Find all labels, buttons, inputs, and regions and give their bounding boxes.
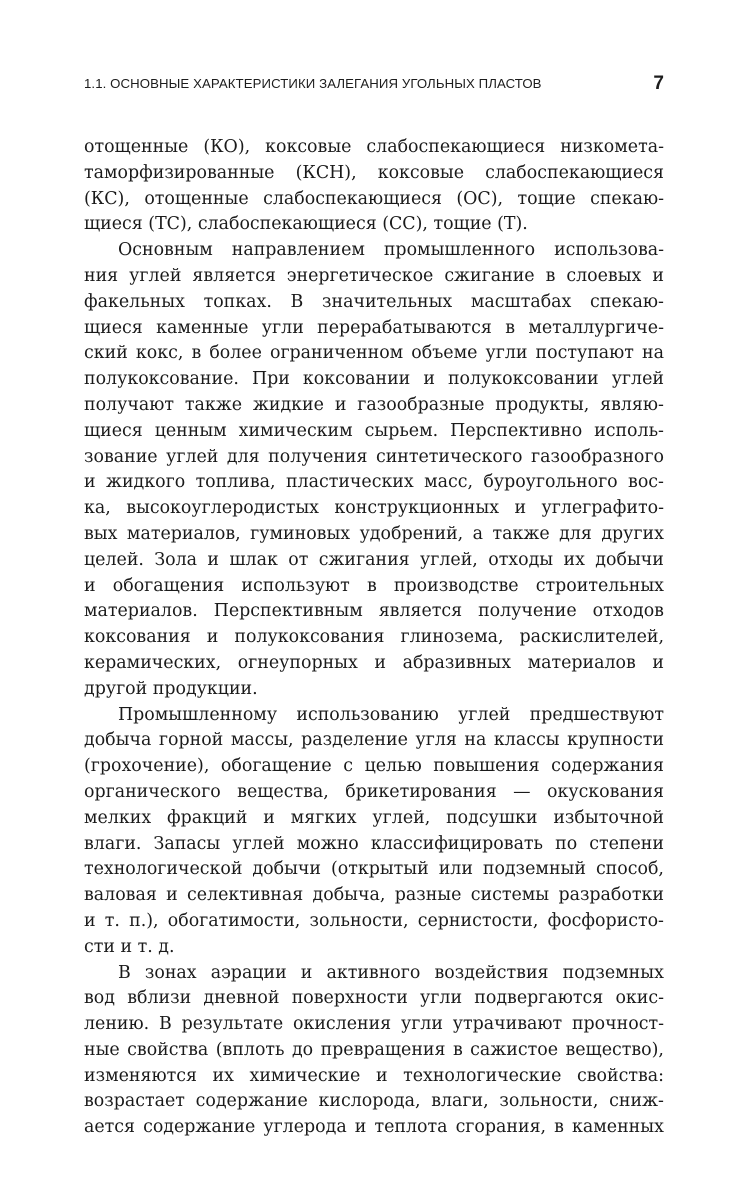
text-line: вод вблизи дневной поверхности угли подвергаются окис- (84, 988, 664, 1009)
text-line: ные свойства (вплоть до превращения в сажистое вещество), (84, 1039, 664, 1060)
text-line: ский кокс, в более ограниченном объеме угли поступают на (84, 343, 664, 364)
text-line: мелких фракций и мягких углей, подсушки избыточной (84, 807, 664, 828)
text-line: и жидкого топлива, пластических масс, буроугольного вос- (84, 472, 664, 493)
text-line: органического вещества, брикетирования — окускования (84, 781, 664, 802)
text-line: технологической добычи (открытый или подземный способ, (84, 859, 664, 880)
text-line: Основным направлением промышленного использова- (118, 240, 664, 261)
text-line: изменяются их химические и технологические свойства: (84, 1065, 664, 1086)
text-line: щиеся каменные угли перерабатываются в металлургиче- (84, 317, 664, 338)
text-line: возрастает содержание кислорода, влаги, зольности, сниж- (84, 1091, 664, 1112)
text-line: полукоксование. При коксовании и полукоксовании углей (84, 369, 664, 390)
text-line: таморфизированные (КСН), коксовые слабоспекающиеся (84, 162, 664, 183)
text-line: Промышленному использованию углей предшествуют (118, 704, 664, 725)
text-line: ается содержание углерода и теплота сгорания, в каменных (84, 1117, 664, 1138)
text-line: сти и т. д. (84, 936, 175, 957)
text-line: щиеся ценным химическим сырьем. Перспективно исполь- (84, 420, 664, 441)
running-header (84, 74, 664, 96)
text-line: вых материалов, гуминовых удобрений, а также для других (84, 523, 664, 544)
text-line: и обогащения используют в производстве строительных (84, 575, 664, 596)
text-line: валовая и селективная добыча, разные системы разработки (84, 885, 664, 906)
section-title: 1.1. ОСНОВНЫЕ ХАРАКТЕРИСТИКИ ЗАЛЕГАНИЯ УГОЛЬНЫХ ПЛАСТОВ (84, 76, 542, 91)
text-line: отощенные (КО), коксовые слабоспекающиеся низкомета- (84, 137, 664, 157)
text-line: целей. Зола и шлак от сжигания углей, отходы их добычи (84, 549, 664, 570)
text-line: получают также жидкие и газообразные продукты, являю- (84, 394, 664, 415)
text-line: добыча горной массы, разделение угля на классы крупности (84, 730, 664, 751)
text-line: В зонах аэрации и активного воздействия подземных (118, 962, 664, 983)
text-line: факельных топках. В значительных масштабах спекаю- (84, 291, 664, 312)
body-text (84, 135, 664, 1141)
text-line: зование углей для получения синтетического газообразного (84, 446, 664, 467)
text-line: другой продукции. (84, 678, 258, 699)
text-line: влаги. Запасы углей можно классифицировать по степени (84, 833, 664, 854)
text-line: ка, высокоуглеродистых конструкционных и углеграфито- (84, 498, 664, 519)
text-line: материалов. Перспективным является получение отходов (84, 601, 664, 622)
text-line: керамических, огнеупорных и абразивных материалов и (84, 652, 664, 673)
text-line: ния углей является энергетическое сжигание в слоевых и (84, 265, 664, 286)
text-line: и т. п.), обогатимости, зольности, сернистости, фосфористо- (84, 910, 664, 931)
text-line: (грохочение), обогащение с целью повышения содержания (84, 756, 664, 777)
text-line: (КС), отощенные слабоспекающиеся (ОС), тощие спекаю- (84, 188, 664, 209)
text-line: коксования и полукоксования глинозема, раскислителей, (84, 627, 664, 648)
page-number: 7 (653, 73, 664, 94)
text-line: щиеся (ТС), слабоспекающиеся (СС), тощие (Т). (84, 214, 528, 235)
text-line: лению. В результате окисления угли утрачивают прочност- (84, 1014, 664, 1035)
